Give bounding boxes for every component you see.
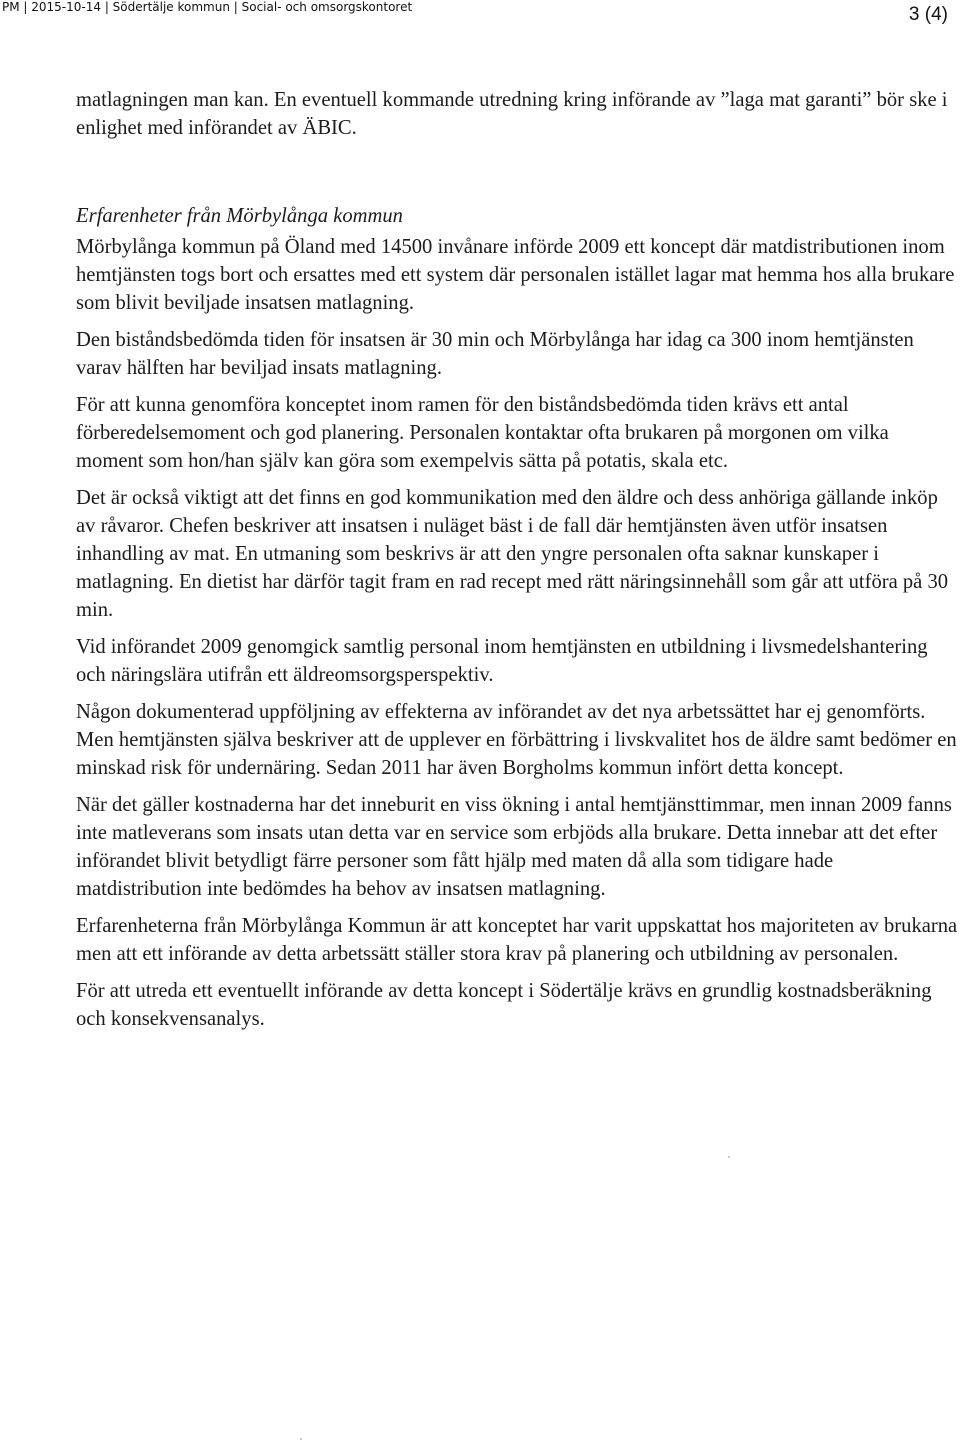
paragraph: Erfarenheterna från Mörbylånga Kommun är att konceptet har varit uppskattat hos majoriteten av brukarna men att ett införande av detta arbetssätt ställer stora krav på planering och utbildning av personalen.: [76, 915, 958, 965]
intro-paragraph: matlagningen man kan. En eventuell kommande utredning kring införande av ”laga mat garanti” bör ske i enlighet med införandet av ÄBIC.: [76, 89, 948, 139]
paragraph: För att utreda ett eventuellt införande av detta koncept i Södertälje krävs en grundlig kostnadsberäkning och konsekvensanalys.: [76, 980, 932, 1030]
paragraph: När det gäller kostnaderna har det inneburit en viss ökning i antal hemtjänsttimmar, men innan 2009 fanns inte matleverans som insats utan detta var en service som erbjöds alla brukare. Detta innebar att det efter införandet blivit betydligt färre personer som fått hjälp med maten då alla som tidigare hade matdistribution inte bedömdes ha behov av insatsen matlagning.: [76, 794, 952, 900]
document-body: [76, 86, 960, 1042]
section-heading: Erfarenheter från Mörbylånga kommun: [76, 205, 403, 227]
scan-speck: [300, 1438, 302, 1440]
paragraph: Den biståndsbedömda tiden för insatsen är 30 min och Mörbylånga har idag ca 300 inom hemtjänsten varav hälften har beviljad insats matlagning.: [76, 329, 914, 379]
paragraph: Vid införandet 2009 genomgick samtlig personal inom hemtjänsten en utbildning i livsmedelshantering och näringslära utifrån ett äldreomsorgsperspektiv.: [76, 636, 928, 686]
document-header-meta: PM | 2015-10-14 | Södertälje kommun | Social- och omsorgskontoret: [2, 0, 413, 14]
paragraph: Det är också viktigt att det finns en god kommunikation med den äldre och dess anhöriga gällande inköp av råvaror. Chefen beskriver att insatsen i nuläget bäst i de fall där hemtjänsten även utför insatsen inhandling av mat. En utmaning som beskrivs är att den yngre personalen ofta saknar kunskaper i matlagning. En dietist har därför tagit fram en rad recept med rätt näringsinnehåll som går att utföra på 30 min.: [76, 487, 949, 621]
paragraph: Någon dokumenterad uppföljning av effekterna av införandet av det nya arbetssättet har ej genomförts. Men hemtjänsten själva beskriver att de upplever en förbättring i livskvalitet hos de äldre samt bedömer en minskad risk för undernäring. Sedan 2011 har även Borgholms kommun infört detta koncept.: [76, 701, 957, 779]
page-number: 3 (4): [908, 4, 948, 25]
paragraph: För att kunna genomföra konceptet inom ramen för den biståndsbedömda tiden krävs ett antal förberedelsemoment och god planering. Personalen kontaktar ofta brukaren på morgonen om vilka moment som hon/han själv kan göra som exempelvis sätta på potatis, skala etc.: [76, 394, 889, 472]
scan-speck: [728, 1156, 730, 1158]
paragraph: Mörbylånga kommun på Öland med 14500 invånare införde 2009 ett koncept där matdistributionen inom hemtjänsten togs bort och ersattes med ett system där personalen istället lagar mat hemma hos alla brukare som blivit beviljade insatsen matlagning.: [76, 236, 955, 314]
